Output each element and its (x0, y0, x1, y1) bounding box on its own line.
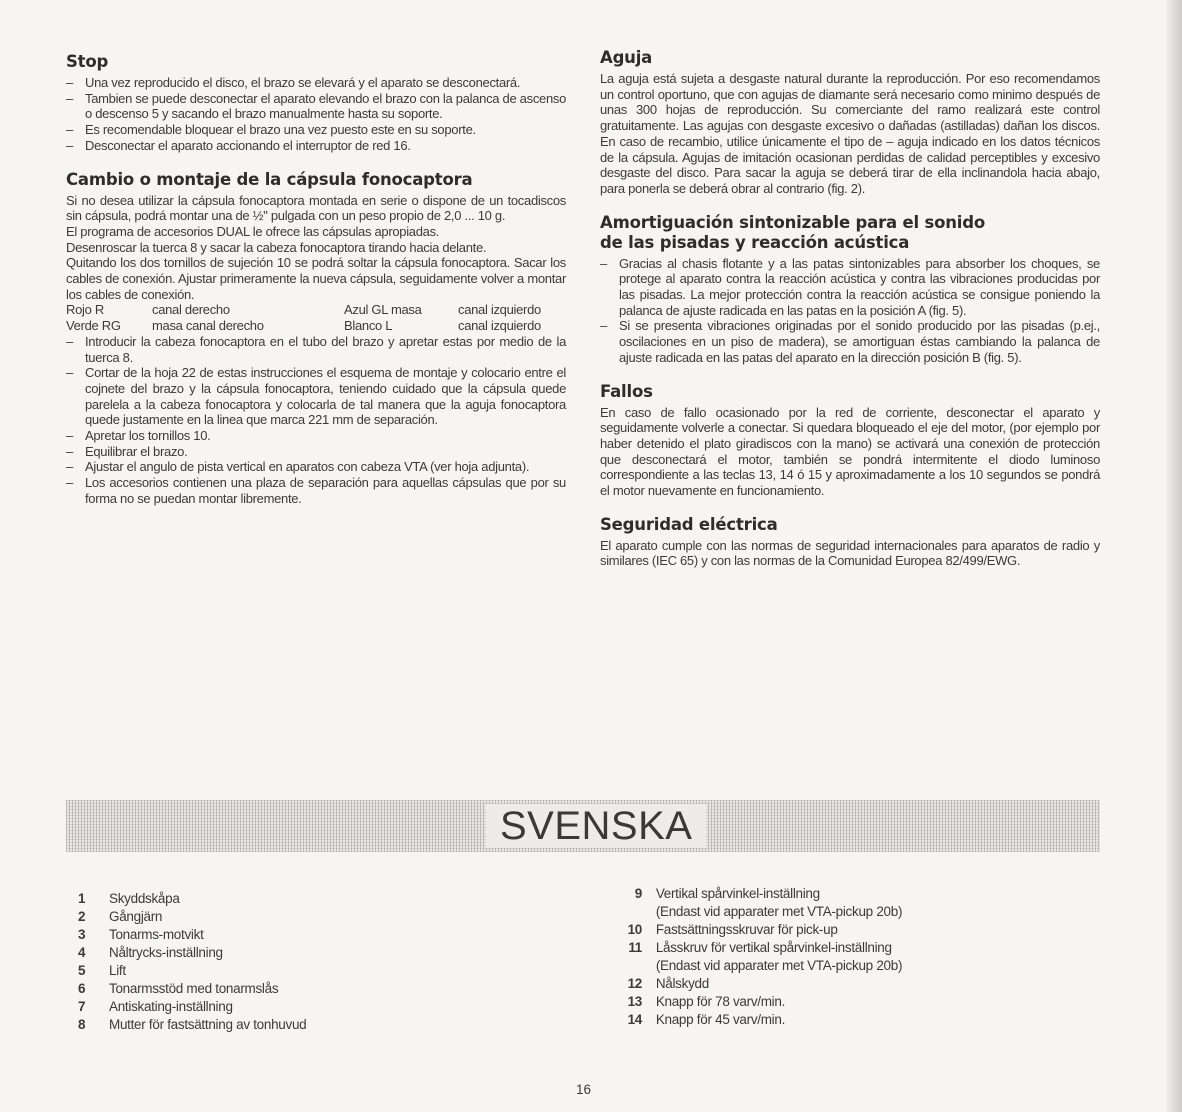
paragraph: El programa de accesorios DUAL le ofrece las cápsulas apropiadas. (66, 223, 440, 239)
part-number: 10 (627, 922, 642, 937)
list-item: – Si se presenta vibraciones originadas por el sonido producido por las pisadas (p.ej., oscilaciones en un piso de madera), se amortiguan éstas cambiando la palanca de ajuste radicada en las patas del aparato en la dirección posición B (fig. 5). (600, 318, 1100, 365)
parts-list-left (78, 890, 538, 1034)
section-fallos (600, 382, 1100, 499)
part-number: 12 (627, 976, 642, 991)
list-item (78, 980, 538, 998)
section-cambio (66, 170, 566, 507)
part-label: Nålskydd (655, 976, 709, 991)
connection-cell: Rojo R (66, 302, 104, 318)
seguridad-heading: Seguridad eléctrica (600, 514, 778, 534)
list-item: – Desconectar el aparato accionando el interruptor de red 16. (66, 138, 566, 154)
list-item: – Cortar de la hoja 22 de estas instrucciones el esquema de montaje y colocario entre el cojnete del brazo y la cápsula fonocaptora, teniendo cuidado que la cápsula quede parelela a la cabeza fonocaptora y colocarla de tal manera que la aguja fonocaptora quede justamente en la linea que marca 221 mm de separación. (66, 365, 566, 428)
stop-heading: Stop (66, 52, 109, 71)
list-item (78, 890, 538, 908)
stop-list (66, 75, 566, 154)
part-label: Knapp för 45 varv/min. (655, 1012, 786, 1027)
part-note: (Endast vid apparater met VTA-pickup 20b) (655, 958, 903, 973)
amort-list (600, 256, 1100, 366)
section-stop (66, 52, 566, 154)
language-banner (66, 800, 1100, 852)
list-item: – Es recomendable bloquear el brazo una vez puesto este en su soporte. (66, 122, 566, 138)
paragraph: La aguja está sujeta a desgaste natural durante la reproducción. Por eso recomendamos un control oportuno, que con agujas de diamante será necesario como minimo después de unas 300 hojas de reproducción. Su comerciante del ramo realizará este control gratuitamente. Las agujas con desgaste excesivo o dañadas (astilladas) dañan los discos. En caso de recambio, utilice únicamente el tipo de – aguja indicado en los datos técnicos de la cápsula. Agujas de imitación ocasionan perdidas de calidad perceptibles y excesivo desgaste del disco. Para sacar la aguja se deberá tirar de ella inclinandola hacia abajo, para ponerla se deberá obrar al contrario (fig. 2). (600, 71, 1100, 196)
part-label: Tonarms-motvikt (109, 927, 204, 942)
list-item: – Los accesorios contienen una plaza de separación para aquellas cápsulas que por su forma no se puedan montar libremente. (66, 475, 566, 506)
parts-list-right (604, 885, 1084, 1029)
list-item (604, 1011, 1084, 1029)
part-label: Lift (109, 963, 126, 978)
part-number: 5 (78, 963, 86, 978)
list-item (78, 926, 538, 944)
list-item: – Apretar los tornillos 10. (66, 428, 566, 444)
part-label: Mutter för fastsättning av tonhuvud (109, 1017, 307, 1032)
amort-heading (600, 213, 1100, 253)
list-item: – Una vez reproducido el disco, el brazo se elevará y el aparato se desconectará. (66, 75, 566, 91)
part-label: Antiskating-inställning (109, 999, 233, 1014)
connection-cell: canal izquierdo (458, 318, 541, 334)
list-item: – Gracias al chasis flotante y a las patas sintonizables para absorber los choques, se protege al aparato contra la reacción acústica y contra las vibraciones producidas por las pisadas. La mejor protección contra la reacción acústica se consigue poniendo la palanca de ajuste radicada en las patas en la posición A (fig. 5). (600, 256, 1100, 319)
part-note: (Endast vid apparater met VTA-pickup 20b) (655, 904, 903, 919)
paragraph: El aparato cumple con las normas de seguridad internacionales para aparatos de radio y similares (IEC 65) y con las normas de la Comunidad Europea 82/499/EWG. (600, 537, 1100, 569)
list-item (604, 975, 1084, 993)
paragraph: En caso de fallo ocasionado por la red de corriente, desconectar el aparato y seguidamente volverle a conectar. Si quedara bloqueado el eje del motor, (por ejemplo por haber detenido el plato giradiscos con la mano) se activará una conexión de protección que desconectará el motor, también se pondrá intermitente el diodo luminoso correspondiente a las teclas 13, 14 ó 15 y aproximadamente a los 10 segundos se pondrá el motor nuevamente en funcionamiento. (600, 404, 1100, 499)
connection-cell: canal izquierdo (458, 302, 541, 318)
part-number: 8 (78, 1017, 86, 1032)
list-item (604, 939, 1084, 957)
part-label: Gångjärn (109, 909, 163, 924)
paragraph: Quitando los dos tornillos de sujeción 10 se podrá soltar la cápsula fonocaptora. Sacar los cables de conexión. Ajustar primeramente la nueva cápsula, seguidamente volver a montar los cables de conexión. (66, 255, 566, 302)
cambio-list (66, 334, 566, 507)
part-number: 14 (627, 1012, 642, 1027)
list-item: – Introducir la cabeza fonocaptora en el tubo del brazo y apretar estas por medio de la tuerca 8. (66, 334, 566, 365)
part-number: 9 (634, 886, 642, 901)
part-label: Knapp för 78 varv/min. (655, 994, 786, 1009)
list-item: – Equilibrar el brazo. (66, 444, 566, 460)
part-label: Fastsättningsskruvar för pick-up (655, 922, 838, 937)
connection-cell: Verde RG (66, 318, 121, 334)
list-item (604, 921, 1084, 939)
part-number: 2 (78, 909, 86, 924)
connection-cell: Azul GL masa (344, 302, 422, 318)
part-label: Nåltrycks-inställning (109, 945, 223, 960)
part-label: Låsskruv för vertikal spårvinkel-inställning (655, 940, 892, 955)
list-item (604, 993, 1084, 1011)
section-seguridad (600, 515, 1100, 569)
part-label: Skyddskåpa (109, 891, 180, 906)
aguja-heading: Aguja (600, 48, 653, 67)
list-item (78, 908, 538, 926)
paragraph: Si no desea utilizar la cápsula fonocaptora montada en serie o dispone de un tocadiscos sin cápsula, podrá montar una de ½" pulgada con un peso propio de 2,0 ... 10 g. (66, 192, 566, 224)
section-amortiguacion (600, 213, 1100, 366)
part-number: 11 (628, 940, 642, 955)
connection-cell: Blanco L (344, 318, 393, 334)
list-item: – Ajustar el angulo de pista vertical en aparatos con cabeza VTA (ver hoja adjunta). (66, 459, 566, 475)
part-label: Vertikal spårvinkel-inställning (655, 886, 820, 901)
part-number: 7 (78, 999, 86, 1014)
section-aguja (600, 48, 1100, 197)
page-number: 16 (576, 1082, 592, 1097)
part-number: 1 (78, 891, 86, 906)
page-edge-shadow (1164, 0, 1182, 1112)
list-item (78, 1016, 538, 1034)
list-item (78, 944, 538, 962)
connection-cell: masa canal derecho (152, 318, 264, 334)
amort-heading-line2: de las pisadas y reacción acústica (600, 232, 910, 252)
part-number: 13 (627, 994, 642, 1009)
paragraph: Desenroscar la tuerca 8 y sacar la cabeza fonocaptora tirando hacia delante. (66, 239, 487, 255)
connection-table (66, 302, 566, 333)
banner-title: SVENSKA (486, 804, 706, 848)
list-item (78, 998, 538, 1016)
connection-cell: canal derecho (152, 302, 230, 318)
list-item (78, 962, 538, 980)
list-item (604, 885, 1084, 903)
part-number: 4 (78, 945, 86, 960)
list-item: – Tambien se puede desconectar el aparato elevando el brazo con la palanca de ascenso o descenso 5 y sacando el brazo manualmente hasta su soporte. (66, 91, 566, 122)
left-column (66, 52, 566, 523)
part-label: Tonarmsstöd med tonarmslås (109, 981, 279, 996)
amort-heading-line1: Amortiguación sintonizable para el sonido (600, 212, 985, 232)
part-number: 3 (78, 927, 86, 942)
right-column (600, 48, 1100, 585)
part-number: 6 (78, 981, 86, 996)
fallos-heading: Fallos (600, 381, 653, 401)
cambio-heading: Cambio o montaje de la cápsula fonocaptora (66, 169, 473, 189)
